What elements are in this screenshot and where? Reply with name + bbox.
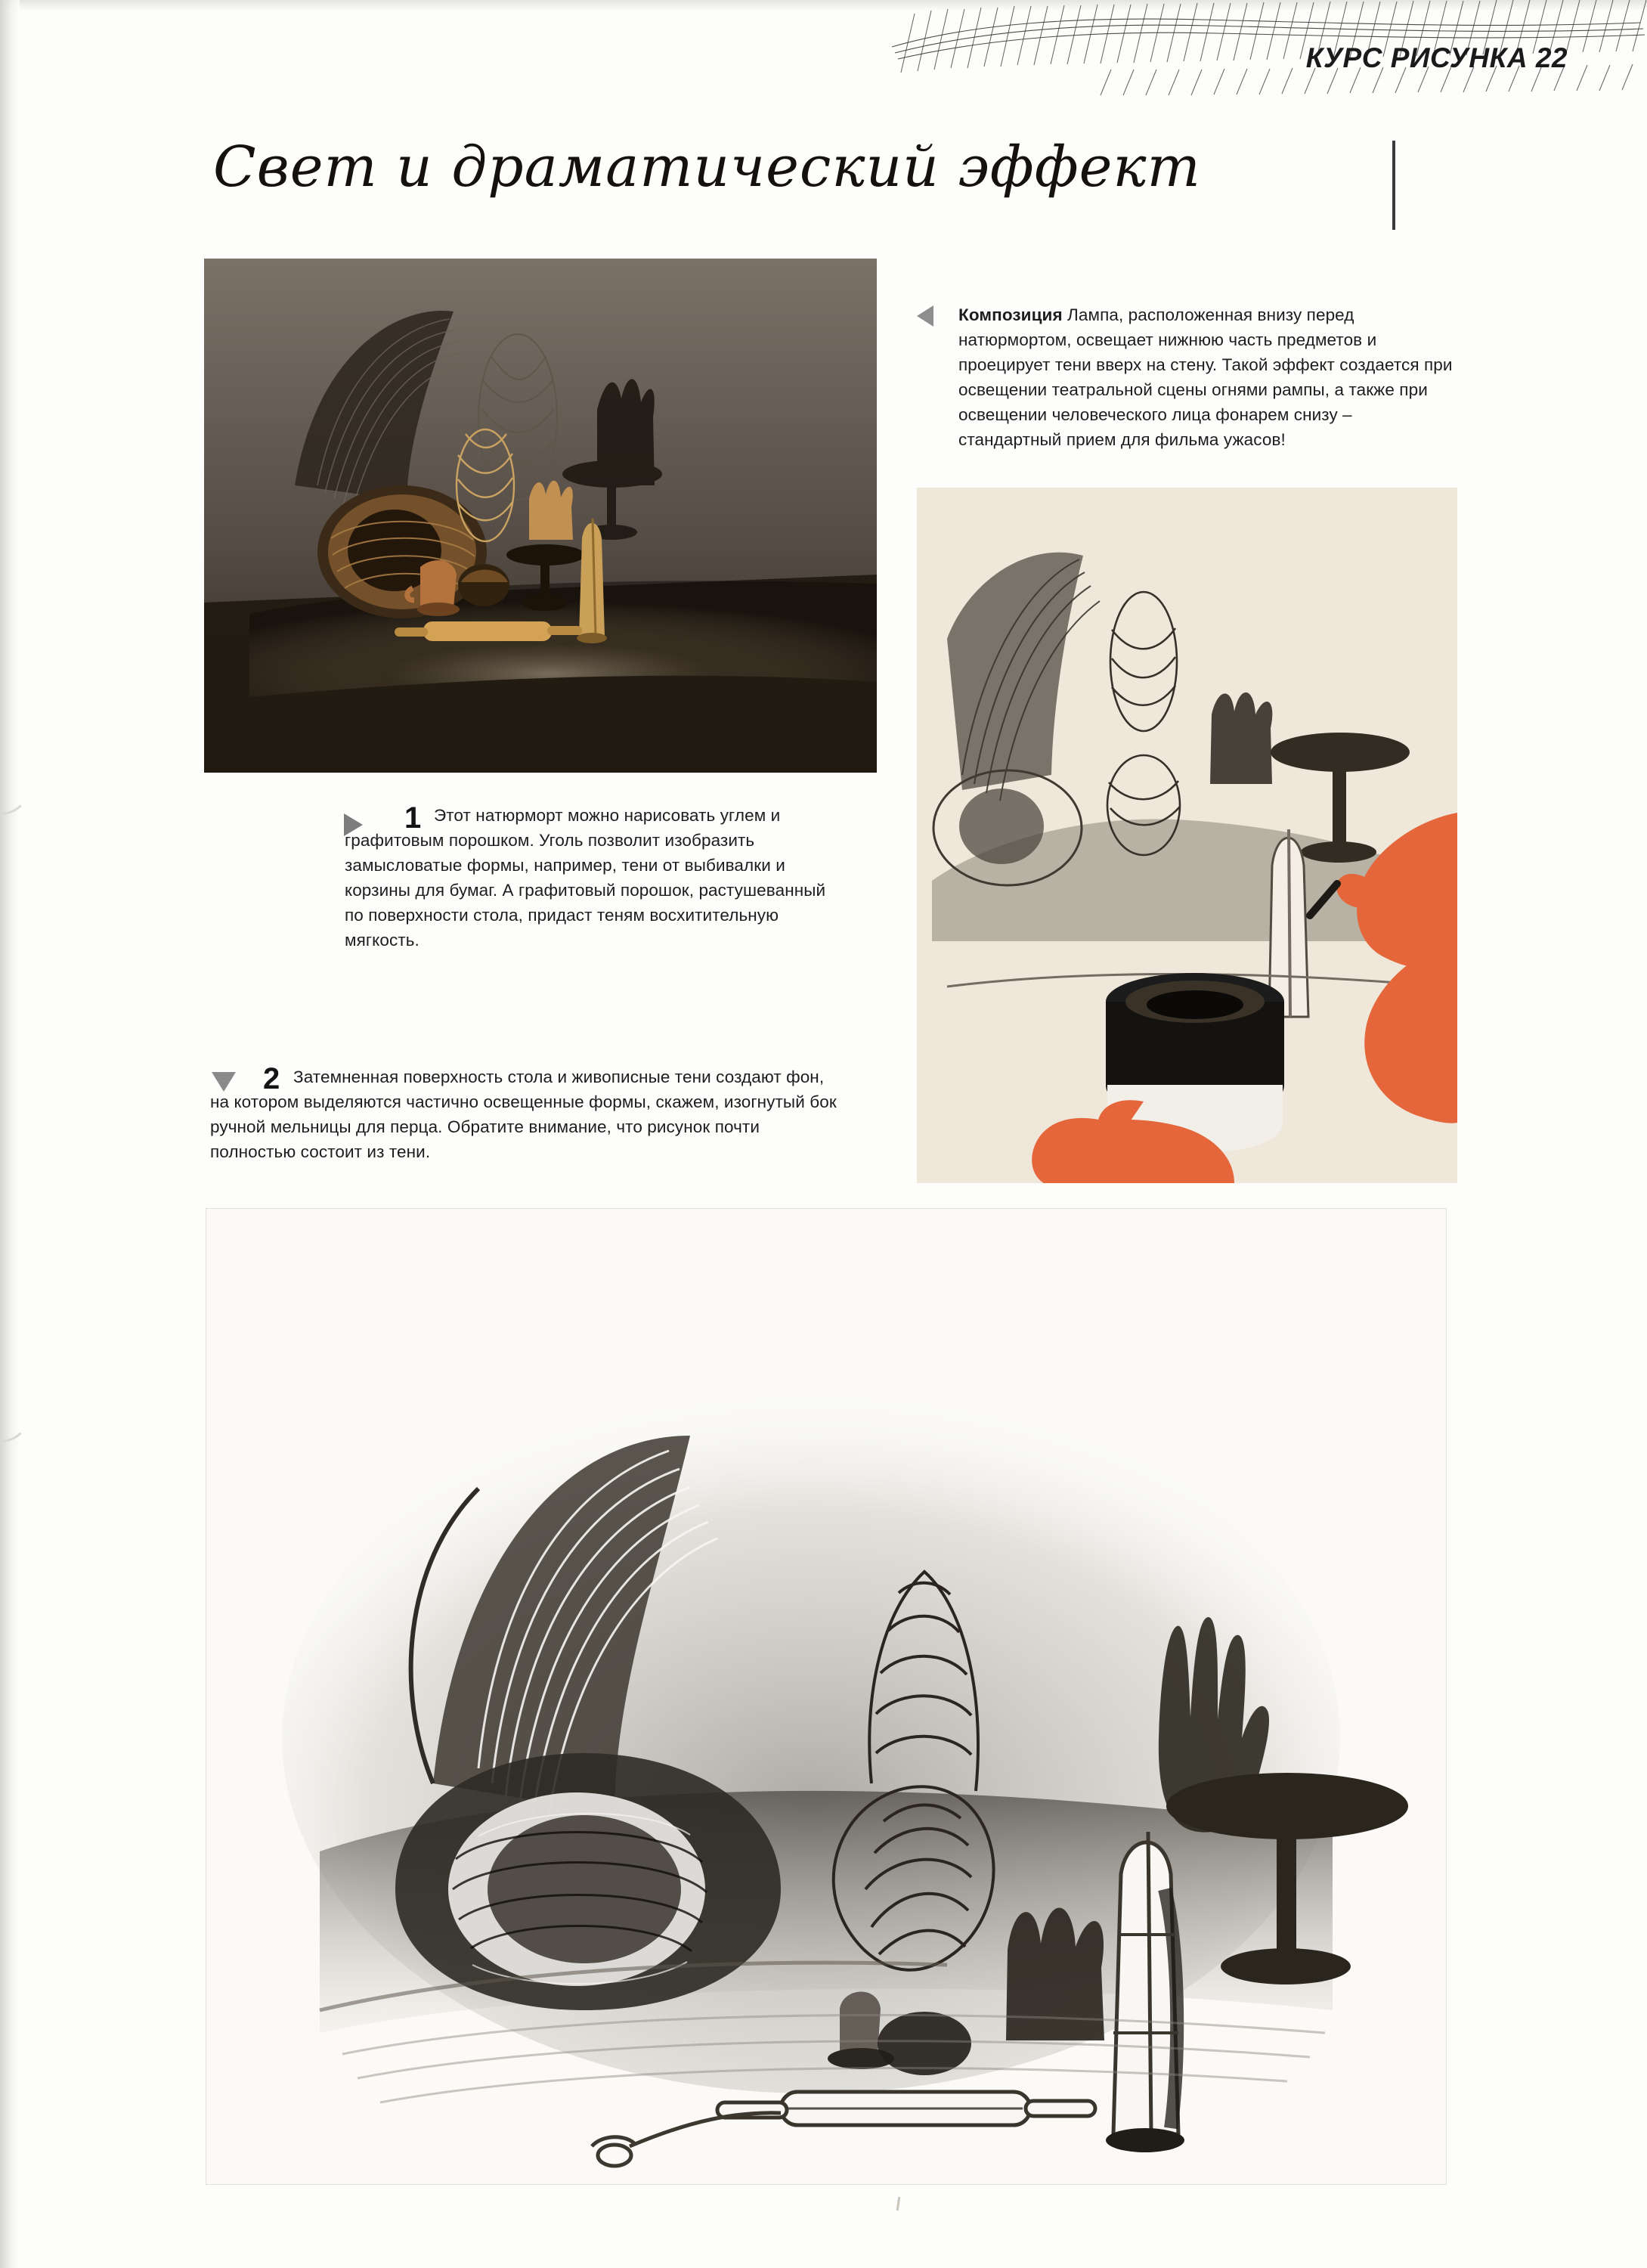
step2-text: Затемненная поверхность стола и живописные тени создают фон, на котором выделяются частично освещенные формы, скажем, изогнутый бок ручной мельницы для перца. Обратите внимание, что рисунок почти полностью состоит из тени. xyxy=(210,1067,837,1161)
step1-text: Этот натюрморт можно нарисовать углем и графитовым порошком. Уголь позволит изобразить замысловатые формы, например, тени от выбивалки и корзины для бумаг. А графитовый порошок, растушеванный по поверхности стола, придаст теням восхитительную мягкость. xyxy=(345,806,826,950)
step1-text-block xyxy=(345,803,840,953)
binder-hole-arc xyxy=(0,1383,30,1442)
callout-composition-lead: Композиция xyxy=(958,305,1063,324)
step1-number: 1 xyxy=(404,801,422,835)
step2-number: 2 xyxy=(263,1062,280,1095)
hand-drawing-photo-content xyxy=(917,488,1457,1183)
still-life-photo xyxy=(204,259,877,773)
still-life-photo-content xyxy=(204,259,877,773)
final-drawing-content xyxy=(206,1209,1446,2184)
hand-drawing-photo xyxy=(917,488,1457,1183)
page-title: Свет и драматический эффект xyxy=(213,135,1201,200)
scan-edge-left xyxy=(0,0,20,2268)
step2-text-block xyxy=(210,1064,837,1164)
binder-hole-arc xyxy=(0,756,30,815)
callout-composition-text: Лампа, расположенная внизу перед натюрмортом, освещает нижнюю часть предметов и проецирует тени вверх на стену. Такой эффект создается при освещении театральной сцены огнями рампы, а также при освещении человеческого лица фонарем снизу – стандартный прием для фильма ужасов! xyxy=(958,305,1453,449)
running-head: КУРС РИСУНКА 22 xyxy=(1305,42,1568,73)
title-vertical-rule xyxy=(1392,141,1395,230)
scan-speck xyxy=(896,2197,900,2211)
callout-composition xyxy=(958,302,1457,452)
final-drawing xyxy=(206,1208,1447,2185)
callout-marker-triangle xyxy=(917,305,933,327)
